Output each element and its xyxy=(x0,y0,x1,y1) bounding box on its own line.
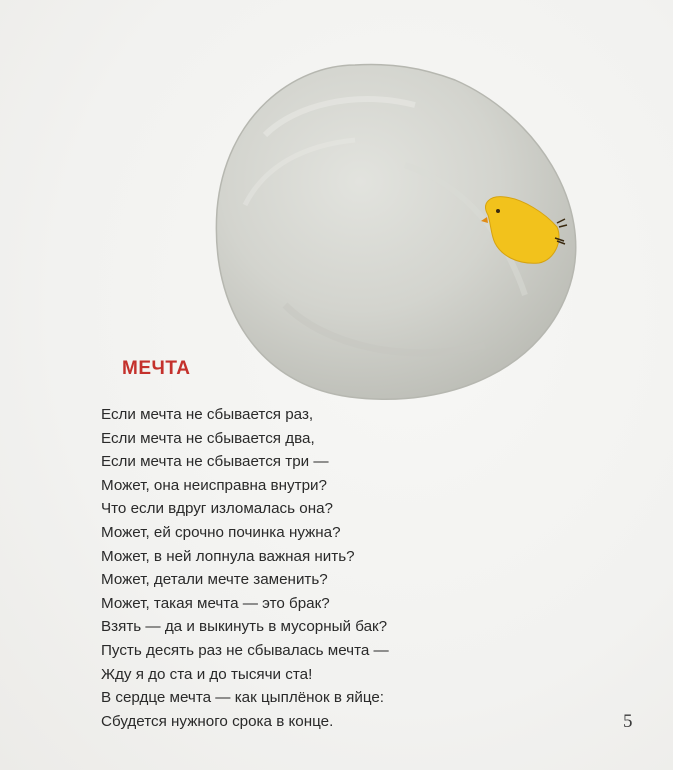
poem-line: Если мечта не сбывается три — xyxy=(101,453,329,471)
poem-line: Пусть десять раз не сбывалась мечта — xyxy=(101,641,389,659)
poem-line: Если мечта не сбывается два, xyxy=(101,429,315,447)
poem-line: Может, ей срочно починка нужна? xyxy=(101,523,341,541)
poem-line: Может, она неисправна внутри? xyxy=(101,476,327,494)
poem-line: Сбудется нужного срока в конце. xyxy=(101,712,334,730)
poem-line: Жду я до ста и до тысячи ста! xyxy=(101,665,313,683)
poem-line: Если мечта не сбывается раз, xyxy=(101,406,314,423)
poem-text xyxy=(101,403,389,733)
poem-line: Может, такая мечта — это брак? xyxy=(101,594,330,612)
poem-line: Взять — да и выкинуть в мусорный бак? xyxy=(101,618,388,636)
page-number: 5 xyxy=(623,711,633,732)
poem-line: В сердце мечта — как цыплёнок в яйце: xyxy=(101,689,385,707)
poem-line: Может, в ней лопнула важная нить? xyxy=(101,547,355,565)
poem-line: Что если вдруг изломалась она? xyxy=(101,500,333,518)
egg-illustration xyxy=(205,45,605,405)
poem-line: Может, детали мечте заменить? xyxy=(101,571,328,589)
poem-title: МЕЧТА xyxy=(122,358,191,379)
